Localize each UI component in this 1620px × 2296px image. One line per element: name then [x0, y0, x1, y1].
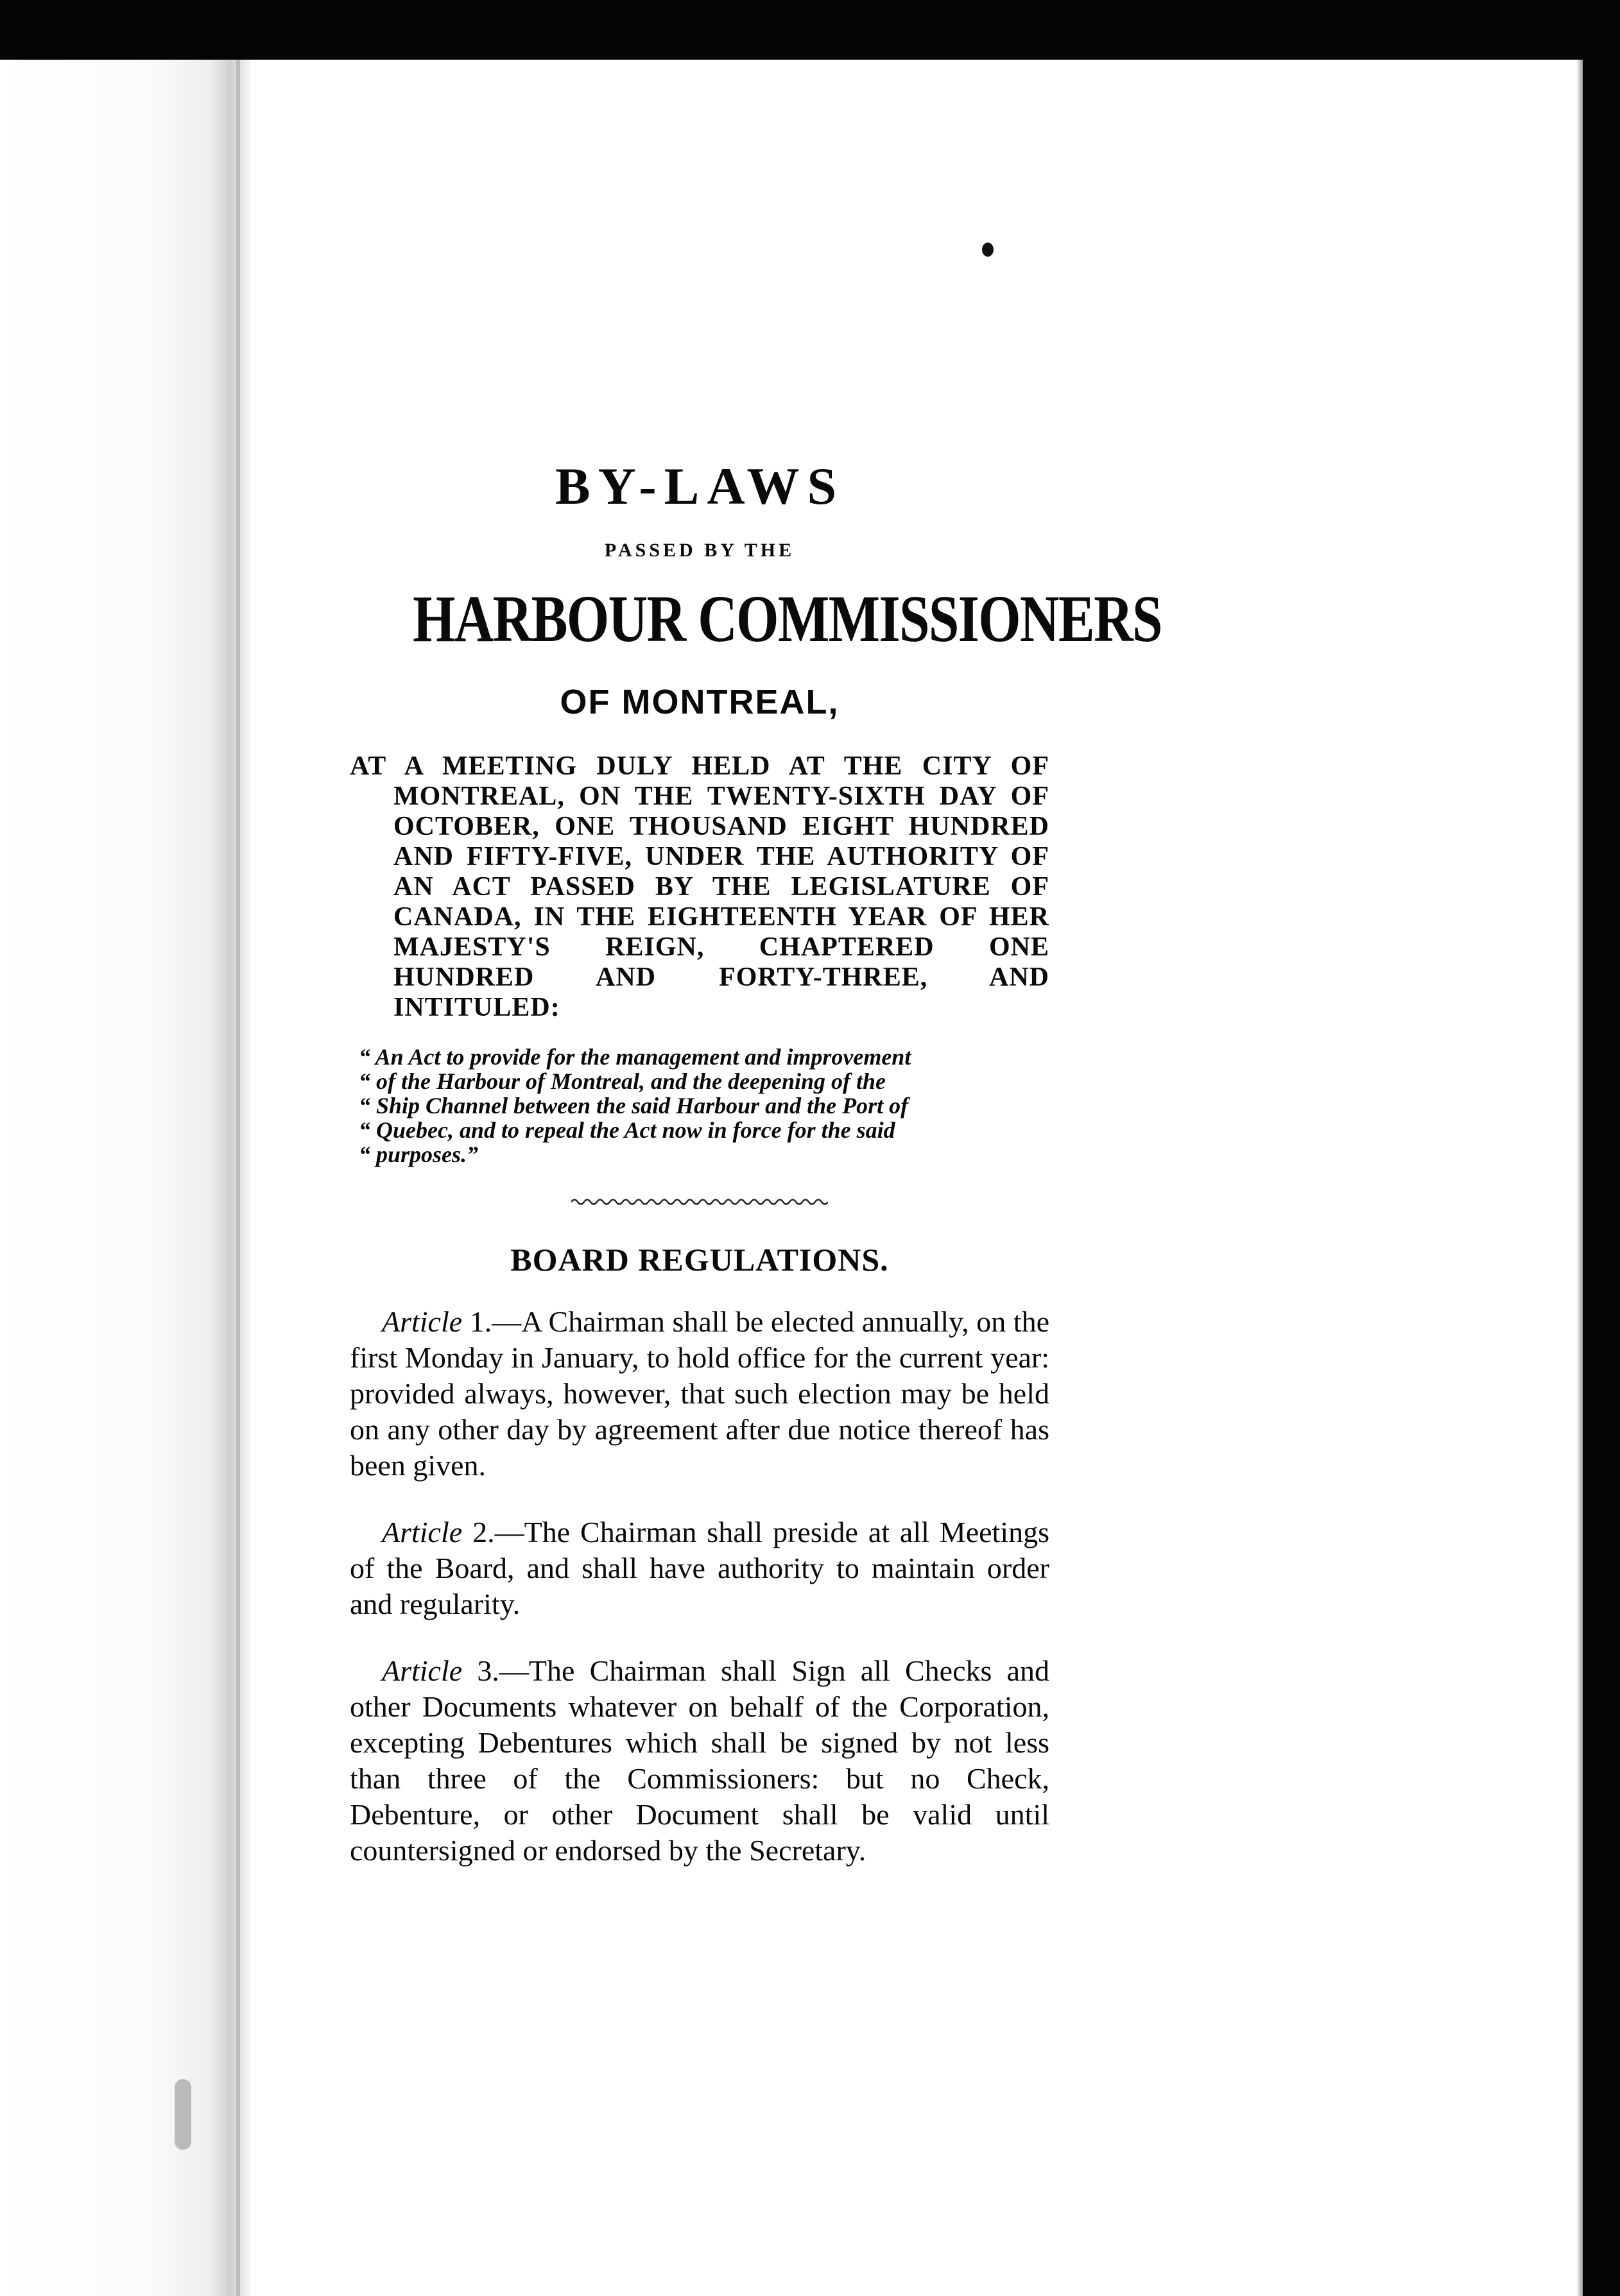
- article-number: 3.: [477, 1654, 499, 1688]
- article-label: Article: [382, 1305, 463, 1339]
- body-name-heading: HARBOUR COMMISSIONERS: [413, 582, 1162, 656]
- article-label: Article: [382, 1654, 463, 1688]
- article-1: [350, 1304, 1049, 1484]
- article-3: [350, 1653, 1049, 1869]
- binding-fold-line: [236, 60, 240, 2296]
- page-edge-shadow: [1576, 60, 1583, 2296]
- document-page: [350, 457, 1162, 1899]
- scan-border-top: [0, 0, 1620, 60]
- quote-line: “ Ship Channel between the said Harbour and the Port of: [359, 1093, 909, 1119]
- meeting-text: AT A MEETING DULY HELD AT THE CITY OF MONTREAL, ON THE TWENTY-SIXTH DAY OF OCTOBER, ONE THOUSAND EIGHT HUNDRED AND FIFTY-FIVE, UNDER THE AUTHORITY OF AN ACT PASSED BY THE LEGISLATURE OF CANADA, IN THE EIGHTEENTH YEAR OF HER MAJESTY'S REIGN, CHAPTERED ONE HUNDRED AND FORTY-THREE, AND INTITULED:: [350, 751, 1049, 1023]
- article-number: 2.: [472, 1516, 495, 1549]
- article-text: —The Chairman shall preside at all Meetings of the Board, and shall have authority to maintain order and regularity.: [350, 1516, 1049, 1621]
- scan-border-right: [1583, 0, 1620, 2296]
- article-label: Article: [382, 1516, 463, 1549]
- quote-line: “ Quebec, and to repeal the Act now in force for the said: [359, 1117, 895, 1144]
- ink-speck: [982, 243, 994, 257]
- article-2: [350, 1514, 1049, 1622]
- article-text: —A Chairman shall be elected annually, on the first Monday in January, to hold office for the current year: provided always, however, that such election may be held on any other day by agreement after due notice thereof has been given.: [350, 1305, 1049, 1482]
- act-title-quote: [359, 1045, 1049, 1167]
- wavy-rule-ornament: [571, 1196, 828, 1208]
- quote-line: “ of the Harbour of Montreal, and the deepening of the: [359, 1068, 886, 1095]
- article-text: —The Chairman shall Sign all Checks and other Documents whatever on behalf of the Corporation, excepting Debentures which shall be signed by not less than three of the Commissioners: but no Check, Debenture, or other Document shall be valid until countersigned or endorsed by the Secretary.: [350, 1654, 1050, 1867]
- page-gutter: [0, 60, 250, 2296]
- quote-line: “ An Act to provide for the management and improvement: [359, 1044, 911, 1070]
- section-heading: BOARD REGULATIONS.: [510, 1242, 889, 1278]
- meeting-paragraph: [350, 751, 1049, 1023]
- city-heading: OF MONTREAL,: [560, 683, 840, 722]
- passed-by-line: PASSED BY THE: [604, 540, 795, 561]
- quote-line: “ purposes.”: [359, 1142, 479, 1168]
- document-title: BY-LAWS: [555, 457, 845, 515]
- binding-mark: [175, 2079, 191, 2150]
- article-number: 1.: [469, 1305, 492, 1339]
